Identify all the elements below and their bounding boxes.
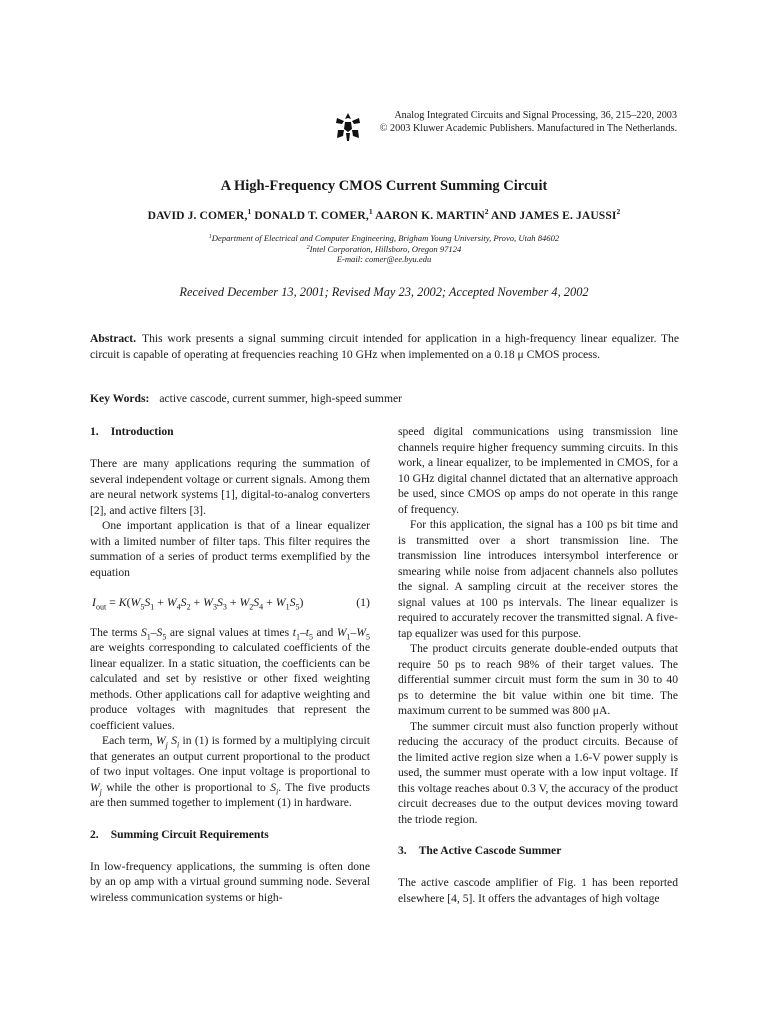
keywords: [90, 392, 679, 405]
equation-number: (1): [356, 595, 370, 609]
paragraph: The terms $S_1-S_5$ are signal values at times $t_1-t_5$ and $W_1-W_5$ are weights corresponding to calculated coefficients of the linear equalizer. In a static situation, the coefficients can be calculated and set by resistive or other fixed weighting methods. Other applications call for adaptive weighting and produce voltages with magnitudes that represent the coefficient values.: [90, 625, 370, 732]
right-column: [398, 424, 678, 906]
author-affiliation-mark: 2: [484, 207, 489, 216]
paragraph: One important application is that of a linear equalizer with a limited number of filter taps. This filter requires the summation of a series of product terms exemplified by the equation: [90, 519, 370, 579]
affiliation-2: $^2$Intel Corporation, Hillsboro, Oregon 97124: [306, 243, 462, 254]
abstract-label: Abstract.: [90, 332, 137, 345]
journal-copyright: © 2003 Kluwer Academic Publishers. Manufactured in The Netherlands.: [379, 123, 677, 134]
affiliations: [0, 233, 768, 265]
author-affiliation-mark: 2: [616, 207, 621, 216]
left-column: [90, 424, 370, 905]
abstract-text: This work presents a signal summing circuit intended for application in a high-frequency linear equalizer. The circuit is capable of operating at frequencies reaching 10 GHz when implemented on a 0.18 μ CMOS process.: [90, 332, 679, 362]
section-heading-summing-requirements: 2. Summing Circuit Requirements: [90, 827, 269, 841]
paragraph: The product circuits generate double-ended outputs that require 50 ps to reach 98% of their target values. The differential summer circuit must form the sum in 30 to 40 ps to determine the bit value within one bit time. The maximum current to be summed was 800 μA.: [398, 642, 678, 717]
author-affiliation-mark: 1: [247, 207, 252, 216]
contact-email: E-mail: comer@ee.byu.edu: [336, 254, 432, 265]
equation-1: [92, 595, 370, 611]
equation-body: $I_{out} = K(W_5S_1 + W_4S_2 + W_3S_3 + W_2S_4 + W_1S_5)$: [92, 595, 304, 612]
paragraph: There are many applications requring the summation of several independent voltage or current signals. Among them are neural network systems [1], digital-to-analog converters [2], and active filters [3].: [90, 457, 370, 517]
author-name: AND JAMES E. JAUSSI: [490, 209, 617, 222]
author-name: DONALD T. COMER,: [254, 209, 369, 222]
affiliation-1: $^1$Department of Electrical and Computer Engineering, Brigham Young University, Provo, Utah 84602: [208, 233, 560, 243]
journal-header: [380, 109, 677, 135]
paragraph: The summer circuit must also function properly without reducing the accuracy of the product circuits. Because of the limited active region size when a 1.6-V power supply is used, the summer must operate with a low input voltage. If this voltage reaches about 0.3 V, the accuracy of the product circuit decreases due to the output devices moving toward the triode region.: [398, 719, 678, 826]
author-list: [0, 209, 768, 222]
section-heading-introduction: 1. Introduction: [90, 425, 174, 438]
paragraph: speed digital communications using transmission line channels require higher frequency summing circuits. In this work, a linear equalizer, to be implemented in CMOS, for a 10 GHz digital channel dictated that an alternative approach be used, since CMOS op amps do not operate in this range of frequency.: [398, 425, 678, 516]
author-name: DAVID J. COMER,: [147, 209, 248, 222]
keywords-text: active cascode, current summer, high-speed summer: [159, 392, 402, 405]
paragraph: In low-frequency applications, the summing is often done by an op amp with a virtual ground summing node. Several wireless communication systems or high-: [90, 859, 370, 904]
received-dates: Received December 13, 2001; Revised May 23, 2002; Accepted November 4, 2002: [179, 285, 589, 299]
keywords-label: Key Words:: [90, 392, 150, 405]
author-name: AARON K. MARTIN: [375, 209, 485, 222]
paragraph: For this application, the signal has a 100 ps bit time and is transmitted over a short transmission line. The transmission line introduces intersymbol interference or smearing while noise from adjacent channels also pollutes the signal. A sampling circuit at the receiver stores the signal values at 100 ps intervals. The linear equalizer is required to accurately recover the transmitted signal. A five-tap equalizer was used for this purpose.: [398, 518, 678, 640]
publisher-logo: [335, 112, 361, 142]
paragraph: Each term, $W_j$ $S_i$ in (1) is formed by a multiplying circuit that generates an output current proportional to the product of two input voltages. One input voltage is proportional to $W_j$ while the other is proportional to $S_i$. The five products are then summed together to implement (1) in hardware.: [90, 734, 370, 809]
abstract: [90, 331, 679, 364]
section-heading-active-cascode: 3. The Active Cascode Summer: [398, 844, 562, 857]
author-affiliation-mark: 1: [368, 207, 373, 216]
journal-citation: Analog Integrated Circuits and Signal Processing, 36, 215–220, 2003: [394, 110, 677, 121]
paper-title: A High-Frequency CMOS Current Summing Circuit: [220, 178, 548, 194]
paragraph: The active cascode amplifier of Fig. 1 has been reported elsewhere [4, 5]. It offers the advantages of high voltage: [398, 876, 678, 905]
